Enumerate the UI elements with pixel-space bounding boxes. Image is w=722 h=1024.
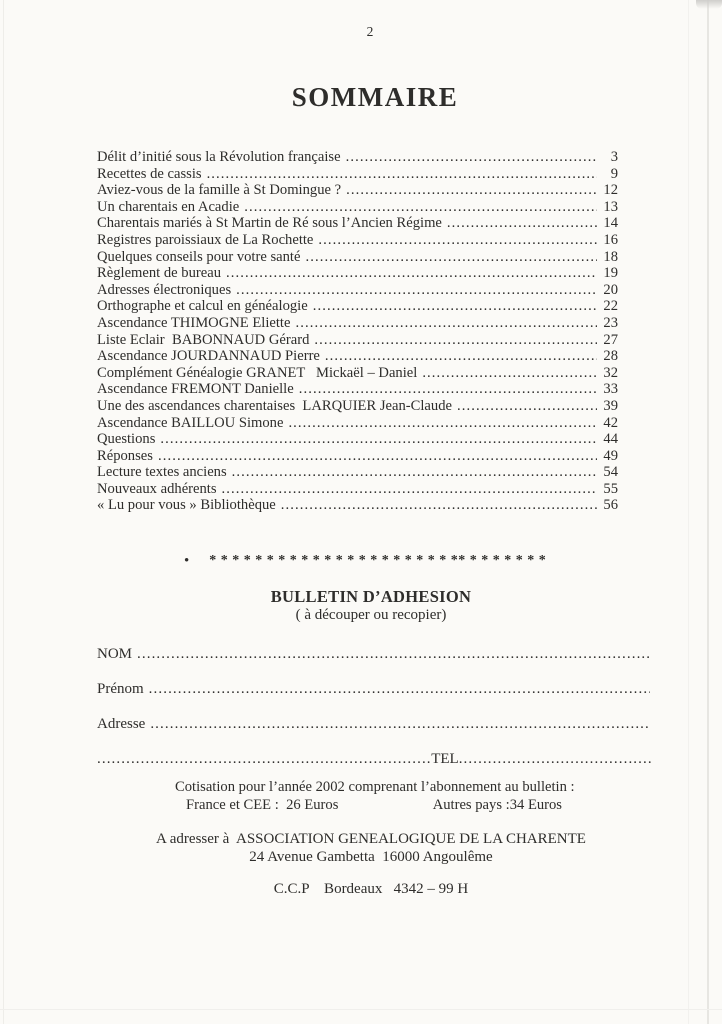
name-field-row: [97, 646, 653, 663]
dot-leader: [457, 398, 597, 415]
toc-page-number: 14: [603, 215, 618, 232]
page-left-edge: [3, 0, 4, 1024]
toc-row: [97, 348, 618, 365]
dot-leader: [207, 166, 597, 183]
toc-page-number: 13: [603, 198, 618, 215]
send-to-association-text: A adresser à ASSOCIATION GENEALOGIQUE DE LA CHARENTE: [156, 831, 586, 847]
toc-page-number: 54: [603, 464, 618, 481]
toc-page-number: 16: [603, 231, 618, 248]
page-right-edge-outer: [707, 0, 709, 1024]
toc-entry-label: Liste Eclair BABONNAUD Gérard: [97, 331, 310, 348]
toc-entry-label: Charentais mariés à St Martin de Ré sous l’Ancien Régime: [97, 215, 442, 232]
toc-page-number: 18: [603, 248, 618, 265]
scan-corner-smudge: [696, 0, 722, 9]
toc-page-number: 39: [603, 397, 618, 414]
toc-page-number: 44: [603, 431, 618, 448]
toc-entry-label: Registres paroissiaux de La Rochette: [97, 231, 314, 248]
toc-row: [97, 199, 618, 216]
toc-row: [97, 232, 618, 249]
membership-fee-block: [162, 779, 620, 814]
toc-entry-label: Nouveaux adhérents: [97, 480, 217, 497]
firstname-field-dotted-line: [149, 681, 650, 698]
toc-entry-label: Un charentais en Acadie: [97, 198, 240, 215]
adhesion-form-subtitle: ( à découper ou recopier): [295, 607, 447, 623]
toc-row: [97, 481, 618, 498]
fee-france-text: France et CEE : 26 Euros: [186, 796, 339, 813]
dot-leader: [160, 431, 597, 448]
fee-other-countries-text: Autres pays :34 Euros: [432, 796, 562, 813]
toc-row: [97, 464, 618, 481]
adhesion-form-title: BULLETIN D’ADHESION: [270, 587, 472, 606]
dot-leader: [447, 215, 597, 232]
name-field-label: NOM: [97, 646, 133, 662]
dot-leader: [244, 199, 597, 216]
dot-leader: [158, 448, 597, 465]
fee-amounts-row: [162, 797, 620, 815]
toc-entry-label: « Lu pour vous » Bibliothèque: [97, 497, 276, 514]
toc-row: [97, 365, 618, 382]
toc-page-number: 19: [603, 265, 618, 282]
dot-leader: [295, 315, 597, 332]
toc-entry-label: Règlement de bureau: [97, 265, 221, 282]
ccp-account-text: C.C.P Bordeaux 4342 – 99 H: [273, 881, 469, 897]
toc-entry-label: Ascendance FREMONT Danielle: [97, 381, 294, 398]
toc-entry-label: Ascendance BAILLOU Simone: [97, 414, 284, 431]
phone-field-dotted-line: [459, 751, 653, 768]
toc-row: [97, 149, 618, 166]
toc-entry-label: Recettes de cassis: [97, 165, 202, 182]
dot-leader: [313, 298, 597, 315]
toc-page-number: 27: [603, 331, 618, 348]
toc-row: [97, 448, 618, 465]
toc-row: [97, 166, 618, 183]
firstname-field-row: [97, 681, 653, 698]
toc-row: [97, 415, 618, 432]
page-number: 2: [366, 24, 374, 39]
firstname-field-label: Prénom: [97, 681, 144, 697]
section-divider: [184, 553, 546, 569]
toc-page-number: 56: [603, 497, 618, 514]
dot-leader: [232, 464, 597, 481]
toc-entry-label: Quelques conseils pour votre santé: [97, 248, 301, 265]
toc-entry-label: Délit d’initié sous la Révolution française: [97, 149, 341, 165]
dot-leader: [314, 332, 597, 349]
toc-row: [97, 431, 618, 448]
toc-entry-label: Une des ascendances charentaises LARQUIER Jean-Claude: [97, 397, 452, 414]
toc-page-number: 22: [603, 298, 618, 315]
dot-leader: [325, 348, 597, 365]
dot-leader: [346, 149, 597, 166]
address-continuation-dotted-line: [97, 751, 431, 768]
toc-page-number: 28: [603, 348, 618, 365]
page-right-edge-inner: [688, 0, 689, 1024]
toc-row: [97, 282, 618, 299]
toc-row: [97, 182, 618, 199]
toc-page-number: 9: [610, 165, 618, 182]
address-field-label: Adresse: [97, 716, 146, 732]
phone-field-row: [97, 751, 653, 768]
divider-bullet: •: [184, 552, 190, 569]
toc-entry-label: Lecture textes anciens: [97, 464, 227, 481]
table-of-contents: [97, 149, 618, 514]
name-field-dotted-line: [137, 646, 650, 663]
dot-leader: [236, 282, 597, 299]
toc-row: [97, 398, 618, 415]
toc-page-number: 12: [603, 182, 618, 199]
toc-entry-label: Ascendance THIMOGNE Eliette: [97, 314, 291, 331]
toc-page-number: 3: [610, 149, 618, 165]
toc-page-number: 32: [603, 364, 618, 381]
toc-entry-label: Ascendance JOURDANNAUD Pierre: [97, 348, 320, 365]
divider-stars: * * * * * * * * * * * * * * * * * * * * * ** * * * * * * *: [209, 553, 547, 568]
fee-intro-text: Cotisation pour l’année 2002 comprenant l’abonnement au bulletin :: [175, 779, 575, 795]
dot-leader: [222, 481, 597, 498]
dot-leader: [288, 415, 597, 432]
association-address-text: 24 Avenue Gambetta 16000 Angoulême: [249, 849, 493, 865]
toc-page-number: 20: [603, 281, 618, 298]
toc-row: [97, 265, 618, 282]
toc-entry-label: Aviez-vous de la famille à St Domingue ?: [97, 182, 342, 199]
toc-row: [97, 315, 618, 332]
toc-page-number: 49: [603, 447, 618, 464]
page-bottom-edge: [0, 1009, 722, 1010]
dot-leader: [226, 265, 597, 282]
toc-entry-label: Complément Généalogie GRANET Mickaël – Daniel: [97, 364, 418, 381]
toc-entry-label: Réponses: [97, 447, 153, 464]
toc-page-number: 55: [603, 480, 618, 497]
toc-page-number: 23: [603, 314, 618, 331]
toc-row: [97, 298, 618, 315]
toc-entry-label: Questions: [97, 431, 156, 448]
dot-leader: [281, 497, 597, 514]
dot-leader: [299, 381, 597, 398]
address-field-row: [97, 716, 653, 733]
toc-page-number: 33: [603, 381, 618, 398]
address-field-dotted-line: [150, 716, 650, 733]
toc-row: [97, 332, 618, 349]
toc-row: [97, 381, 618, 398]
dot-leader: [346, 182, 597, 199]
dot-leader: [318, 232, 597, 249]
page-title: SOMMAIRE: [291, 82, 459, 112]
dot-leader: [422, 365, 597, 382]
toc-row: [97, 497, 618, 514]
toc-page-number: 42: [603, 414, 618, 431]
toc-entry-label: Adresses électroniques: [97, 281, 232, 298]
toc-entry-label: Orthographe et calcul en généalogie: [97, 298, 308, 315]
toc-row: [97, 215, 618, 232]
phone-field-label: TEL: [431, 751, 459, 767]
dot-leader: [305, 249, 597, 266]
toc-row: [97, 249, 618, 266]
